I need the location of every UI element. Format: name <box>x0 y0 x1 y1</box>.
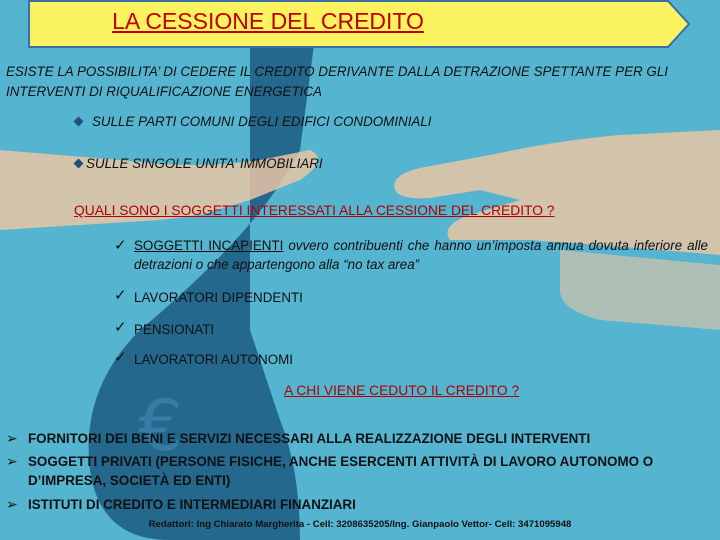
arrow-bullet-icon: ➢ <box>6 430 18 446</box>
subject-incapienti <box>134 236 708 274</box>
question-subjects: QUALI SONO I SOGGETTI INTERESSATI ALLA CESSIONE DEL CREDITO ? <box>74 203 555 218</box>
check-icon: ✓ <box>114 319 127 336</box>
subject-item: PENSIONATI <box>134 322 215 337</box>
subject-item: LAVORATORI AUTONOMI <box>134 352 293 367</box>
euro-symbol-icon: € <box>138 385 183 467</box>
diamond-bullet-icon <box>73 116 84 127</box>
check-icon: ✓ <box>114 349 127 366</box>
title-banner <box>28 0 690 48</box>
subject-item: LAVORATORI DIPENDENTI <box>134 290 303 305</box>
arrow-bullet-icon: ➢ <box>6 496 18 512</box>
recipient-item <box>6 452 716 490</box>
subject-incapienti-label: SOGGETTI INCAPIENTI <box>134 238 284 253</box>
recipient-label: SOGGETTI PRIVATI (PERSONE FISICHE, ANCHE ESERCENTI ATTIVITÀ DI LAVORO AUTONOMO O D’IMPRESA, SOCIETÀ ED ENTI) <box>28 454 654 488</box>
recipient-item <box>6 429 716 448</box>
arrow-bullet-icon: ➢ <box>6 453 18 469</box>
recipient-label: ISTITUTI DI CREDITO E INTERMEDIARI FINANZIARI <box>28 497 356 512</box>
check-icon: ✓ <box>114 287 127 304</box>
option-common-parts <box>73 114 432 129</box>
page-title: LA CESSIONE DEL CREDITO <box>112 8 424 34</box>
intro-text: ESISTE LA POSSIBILITA’ DI CEDERE IL CREDITO DERIVANTE DALLA DETRAZIONE SPETTANTE PER GLI INTERVENTI DI RIQUALIFICAZIONE ENERGETICA <box>6 64 669 99</box>
recipient-label: FORNITORI DEI BENI E SERVIZI NECESSARI ALLA REALIZZAZIONE DEGLI INTERVENTI <box>28 431 591 446</box>
option-label: SULLE PARTI COMUNI DEGLI EDIFICI CONDOMINIALI <box>92 114 432 129</box>
footer-credits: Redattori: Ing Chiarato Margherita - Cell: 3208635205/Ing. Gianpaolo Vettor- Cell: 3471095948 <box>148 519 572 530</box>
subject-incapienti-desc: ovvero contribuenti che hanno un’imposta annua dovuta inferiore alle detrazioni o che appartengono alla “no tax area” <box>134 238 708 272</box>
option-single-units <box>73 156 323 171</box>
check-icon: ✓ <box>114 237 127 254</box>
option-label: SULLE SINGOLE UNITA’ IMMOBILIARI <box>86 156 323 171</box>
recipient-item <box>6 495 716 514</box>
diamond-bullet-icon <box>73 158 84 169</box>
question-recipients: A CHI VIENE CEDUTO IL CREDITO ? <box>284 383 520 398</box>
